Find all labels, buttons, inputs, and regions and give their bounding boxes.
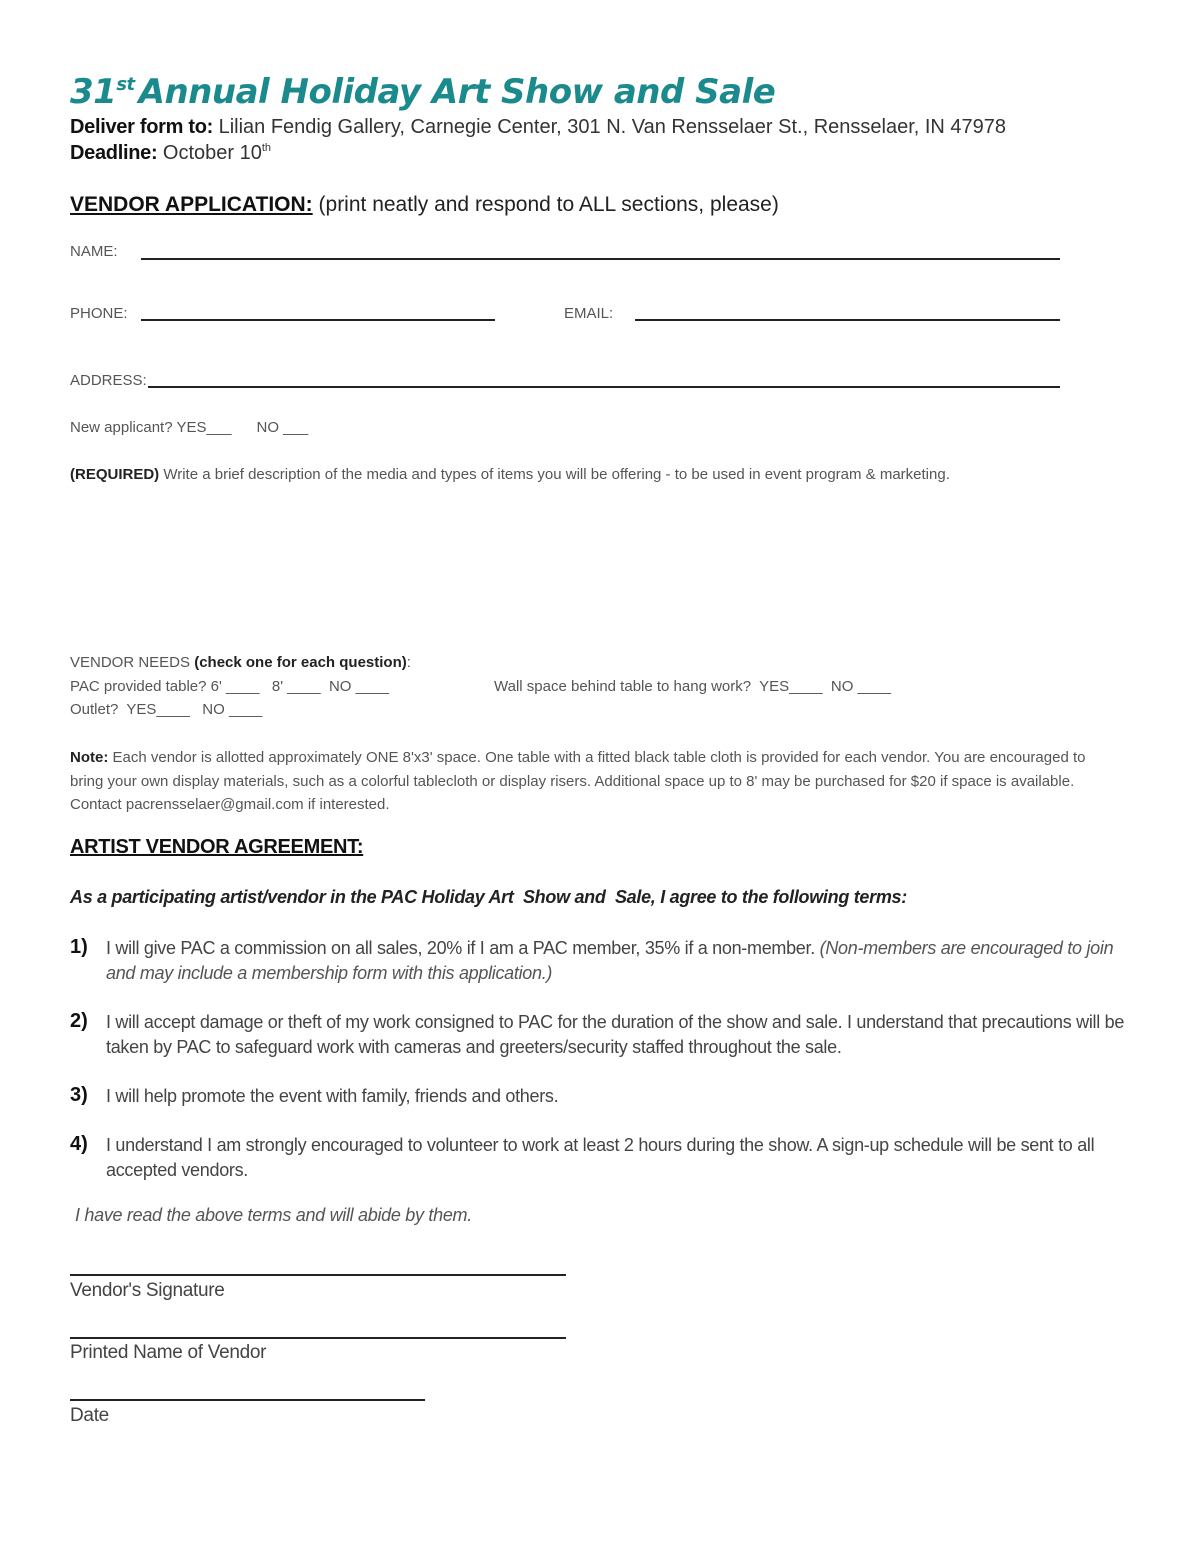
- description-area[interactable]: [70, 490, 1120, 640]
- term-number: 2): [70, 1010, 88, 1032]
- email-field[interactable]: [635, 319, 1060, 321]
- deliver-info: Deliver form to: Lilian Fendig Gallery, Carnegie Center, 301 N. Van Rensselaer St., Rensselaer, IN 47978: [70, 116, 1007, 138]
- date-field[interactable]: [70, 1399, 425, 1401]
- term-text: I will give PAC a commission on all sales, 20% if I am a PAC member, 35% if a non-member. (Non-members are encouraged to join and may include a membership form with this application.): [106, 938, 1114, 983]
- phone-label: PHONE:: [70, 305, 128, 322]
- name-label: NAME:: [70, 243, 118, 260]
- address-field[interactable]: [148, 386, 1060, 388]
- signature-label: Vendor's Signature: [70, 1280, 225, 1301]
- term-text: I will accept damage or theft of my work consigned to PAC for the duration of the show and sale. I understand that precautions will be taken by PAC to safeguard work with cameras and greeters/security staffed throughout the sale.: [106, 1012, 1125, 1057]
- table-question[interactable]: PAC provided table? 6' ____ 8' ____ NO ____: [70, 678, 389, 695]
- email-label: EMAIL:: [564, 305, 614, 322]
- printed-name-label: Printed Name of Vendor: [70, 1342, 267, 1363]
- outlet-question[interactable]: Outlet? YES____ NO ____: [70, 701, 263, 718]
- term-number: 1): [70, 936, 88, 958]
- new-applicant-question[interactable]: New applicant? YES___ NO ___: [70, 419, 309, 436]
- name-field[interactable]: [141, 258, 1060, 260]
- page-title: 31st Annual Holiday Art Show and Sale: [70, 72, 776, 112]
- term-text: I will help promote the event with family, friends and others.: [106, 1086, 559, 1106]
- phone-field[interactable]: [141, 319, 495, 321]
- date-label: Date: [70, 1405, 109, 1426]
- note-paragraph: Note: Each vendor is allotted approximately ONE 8'x3' space. One table with a fitted black table cloth is provided for each vendor. You are encouraged to bring your own display materials, such as a colorful tablecloth or display risers. Additional space up to 8' may be purchased for $20 if space is available. Contact pacrensselaer@gmail.com if interested.: [70, 749, 1086, 813]
- vendor-application-heading: VENDOR APPLICATION: (print neatly and respond to ALL sections, please): [70, 193, 779, 216]
- term-number: 3): [70, 1084, 88, 1106]
- term-number: 4): [70, 1133, 88, 1155]
- terms-intro: As a participating artist/vendor in the PAC Holiday Art Show and Sale, I agree to the following terms:: [70, 887, 907, 907]
- description-instruction: (REQUIRED) Write a brief description of the media and types of items you will be offering - to be used in event program & marketing.: [70, 466, 950, 483]
- acknowledgement: I have read the above terms and will abide by them.: [75, 1205, 472, 1225]
- agreement-heading: ARTIST VENDOR AGREEMENT:: [70, 836, 364, 858]
- signature-field[interactable]: [70, 1274, 566, 1276]
- vendor-needs-heading: VENDOR NEEDS (check one for each question):: [70, 654, 411, 671]
- term-text: I understand I am strongly encouraged to volunteer to work at least 2 hours during the show. A sign-up schedule will be sent to all accepted vendors.: [106, 1135, 1095, 1180]
- wall-space-question[interactable]: Wall space behind table to hang work? YES____ NO ____: [494, 678, 891, 695]
- address-label: ADDRESS:: [70, 372, 147, 389]
- printed-name-field[interactable]: [70, 1337, 566, 1339]
- deadline-info: Deadline: October 10th: [70, 142, 272, 164]
